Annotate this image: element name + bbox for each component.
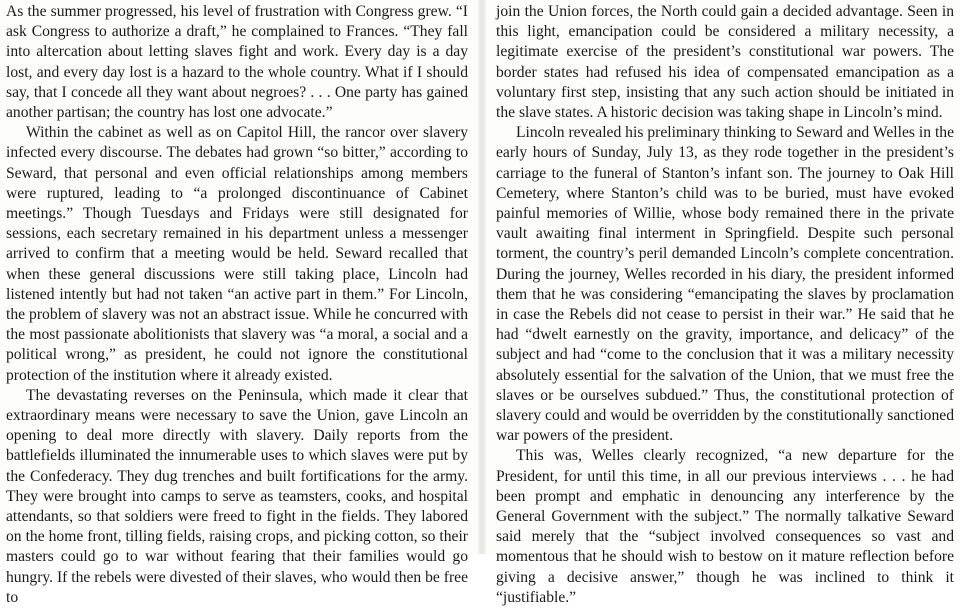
- paragraph-frustration-with-congress: As the summer progressed, his level of frustration with Congress grew. “I ask Congress to authorize a draft,” he complained to Frances. “They fall into altercation about letting slaves fight and work. Every day is a day lost, and every day lost is a hazard to the whole country. What if I should say, that I concede all they want about negroes? . . . One party has gained another partisan; the country has lost one advocate.”: [6, 3, 468, 122]
- page-gutter: [478, 0, 486, 554]
- paragraph-new-departure: This was, Welles clearly recognized, “a new departure for the President, for until this time, in all our previous interviews . . . he had been prompt and emphatic in denouncing any interference by the General Government with the subject.” The normally talkative Seward said merely that the “subject involved consequences so vast and momentous that he should wish to bestow on it mature reflection before giving a decisive answer,” though he was inclined to think it “justifiable.”: [496, 447, 954, 606]
- right-text-column: [496, 2, 954, 608]
- left-text-column: [6, 2, 468, 608]
- paragraph-cabinet-rancor: Within the cabinet as well as on Capitol Hill, the rancor over slavery infected every discourse. The debates had grown “so bitter,” according to Seward, that personal and even official relationships among members were ruptured, leading to “a prolonged discontinuance of Cabinet meetings.” Though Tuesdays and Fridays were still designated for sessions, each secretary remained in his department unless a messenger arrived to confirm that a meeting would be held. Seward recalled that when these general discussions were still taking place, Lincoln had listened intently but had not taken “an active part in them.” For Lincoln, the problem of slavery was not an abstract issue. While he concurred with the most passionate abolitionists that slavery was “a moral, a social and a political wrong,” as president, he could not ignore the constitutional protection of the institution where it already existed.: [6, 124, 468, 384]
- paragraph-peninsula-reverses: The devastating reverses on the Peninsula, which made it clear that extraordinary means were necessary to save the Union, gave Lincoln an opening to deal more directly with slavery. Daily reports from the battlefields illuminated the innumerable uses to which slaves were put by the Confederacy. They dug trenches and built fortifications for the army. They were brought into camps to serve as teamsters, cooks, and hospital attendants, so that soldiers were freed to fight in the fields. They labored on the home front, tilling fields, raising crops, and picking cotton, so their masters could go to war without fearing that their families would go hungry. If the rebels were divested of their slaves, who would then be free to: [6, 386, 468, 606]
- paragraph-carriage-journey: Lincoln revealed his preliminary thinking to Seward and Welles in the early hours of Sunday, July 13, as they rode together in the president’s carriage to the funeral of Stanton’s infant son. The journey to Oak Hill Cemetery, where Stanton’s child was to be buried, must have evoked painful memories of Willie, whose body remained there in the private vault awaiting final interment in Springfield. Despite such personal torment, the country’s peril demanded Lincoln’s complete concentration. During the journey, Welles recorded in his diary, the president informed them that he was considering “emancipating the slaves by proclamation in case the Rebels did not cease to persist in their war.” He said that he had “dwelt earnestly on the gravity, importance, and delicacy” of the subject and had “come to the conclusion that it was a military necessity absolutely essential for the salvation of the Union, that we must free the slaves or be ourselves subdued.” Thus, the constitutional protection of slavery could and would be overridden by the constitutionally sanctioned war powers of the president.: [496, 124, 954, 445]
- paragraph-military-necessity: join the Union forces, the North could gain a decided advantage. Seen in this light, emancipation could be considered a military necessity, a legitimate exercise of the president’s constitutional war powers. The border states had refused his idea of compensated emancipation as a voluntary first step, insisting that any such action should be initiated in the slave states. A historic decision was taking shape in Lincoln’s mind.: [496, 3, 954, 122]
